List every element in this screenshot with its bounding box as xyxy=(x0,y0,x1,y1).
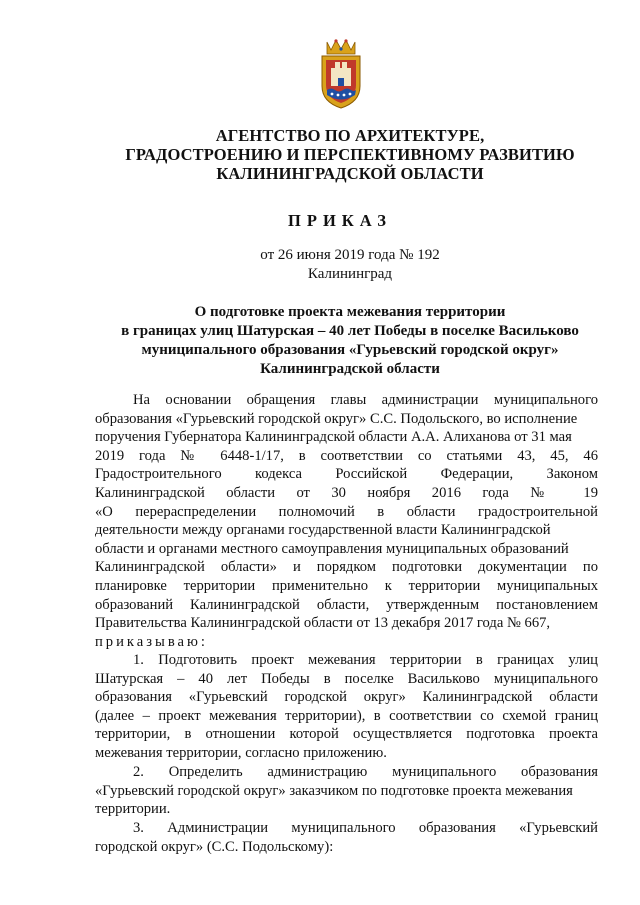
text-line: 1. Подготовить проект межевания территории в границах улиц xyxy=(133,652,598,668)
text-line: деятельности между органами государственной власти Калининградской xyxy=(95,522,551,539)
text-line: Калининградской области от 30 ноября 2016 года № 19 xyxy=(95,484,598,501)
text-line: территории. xyxy=(95,801,171,818)
agency-name xyxy=(60,126,640,183)
text-line: области и органами местного самоуправления муниципальных образований xyxy=(95,540,569,557)
text-line: Градостроительного кодекса Российской Федерации, Законом xyxy=(95,466,598,483)
order-item-3 xyxy=(95,819,598,856)
title-line: муниципального образования «Гурьевский городской округ» xyxy=(141,342,559,358)
text-line: (далее – проект межевания территории), в соответствии со схемой границ xyxy=(95,707,598,724)
agency-name-line: КАЛИНИНГРАДСКОЙ ОБЛАСТИ xyxy=(216,164,484,183)
document-date-number: от 26 июня 2019 года № 192 xyxy=(260,247,440,263)
text-line: Шатурская – 40 лет Победы в поселке Васильково муниципального xyxy=(95,670,598,687)
text-line: 3. Администрации муниципального образования «Гурьевский xyxy=(133,820,598,836)
order-item-2 xyxy=(95,763,598,819)
text-line: На основании обращения главы администрации муниципального xyxy=(133,392,598,408)
agency-name-line: АГЕНТСТВО ПО АРХИТЕКТУРЕ, xyxy=(215,126,485,145)
text-line: 2019 года № 6448-1/17, в соответствии со статьями 43, 45, 46 xyxy=(95,447,598,464)
agency-name-line: ГРАДОСТРОЕНИЮ И ПЕРСПЕКТИВНОМУ РАЗВИТИЮ xyxy=(125,145,575,164)
text-line: Калининградской области» и порядком подготовки документации по xyxy=(95,559,598,576)
coat-of-arms-icon xyxy=(318,38,364,110)
date-and-place xyxy=(200,246,500,284)
preamble-paragraph xyxy=(95,391,598,651)
text-line: Правительства Калининградской области от 13 декабря 2017 года № 667, xyxy=(95,615,551,632)
text-line: территории, в отношении которой осуществляется подготовка проекта xyxy=(95,726,598,743)
order-item-1 xyxy=(95,651,598,763)
text-line: «О перераспределении полномочий в области градостроительной xyxy=(95,503,598,520)
order-word: приказываю: xyxy=(95,633,208,650)
text-line: образования «Гурьевский городской округ» С.С. Подольского, во исполнение xyxy=(95,410,578,427)
text-line: «Гурьевский городской округ» заказчиком по подготовке проекта межевания xyxy=(95,782,573,799)
text-line: 2. Определить администрацию муниципального образования xyxy=(133,764,598,780)
title-line: в границах улиц Шатурская – 40 лет Победы в поселке Васильково xyxy=(121,323,579,339)
text-line: поручения Губернатора Калининградской области А.А. Алиханова от 31 мая xyxy=(95,429,572,446)
text-line: образований Калининградской области, утвержденным постановлением xyxy=(95,596,598,613)
text-line: городской округ» (С.С. Подольскому): xyxy=(95,838,334,855)
text-line: планировке территории применительно к территории муниципальных xyxy=(95,577,598,594)
title-line: О подготовке проекта межевания территории xyxy=(194,304,506,320)
document-title xyxy=(60,303,640,379)
text-line: образования «Гурьевский городской округ» Калининградской области xyxy=(95,689,598,706)
document-city: Калининград xyxy=(307,266,393,282)
document-type: ПРИКАЗ xyxy=(288,211,392,230)
title-line: Калининградской области xyxy=(260,361,440,377)
text-line: межевания территории, согласно приложению. xyxy=(95,744,387,761)
